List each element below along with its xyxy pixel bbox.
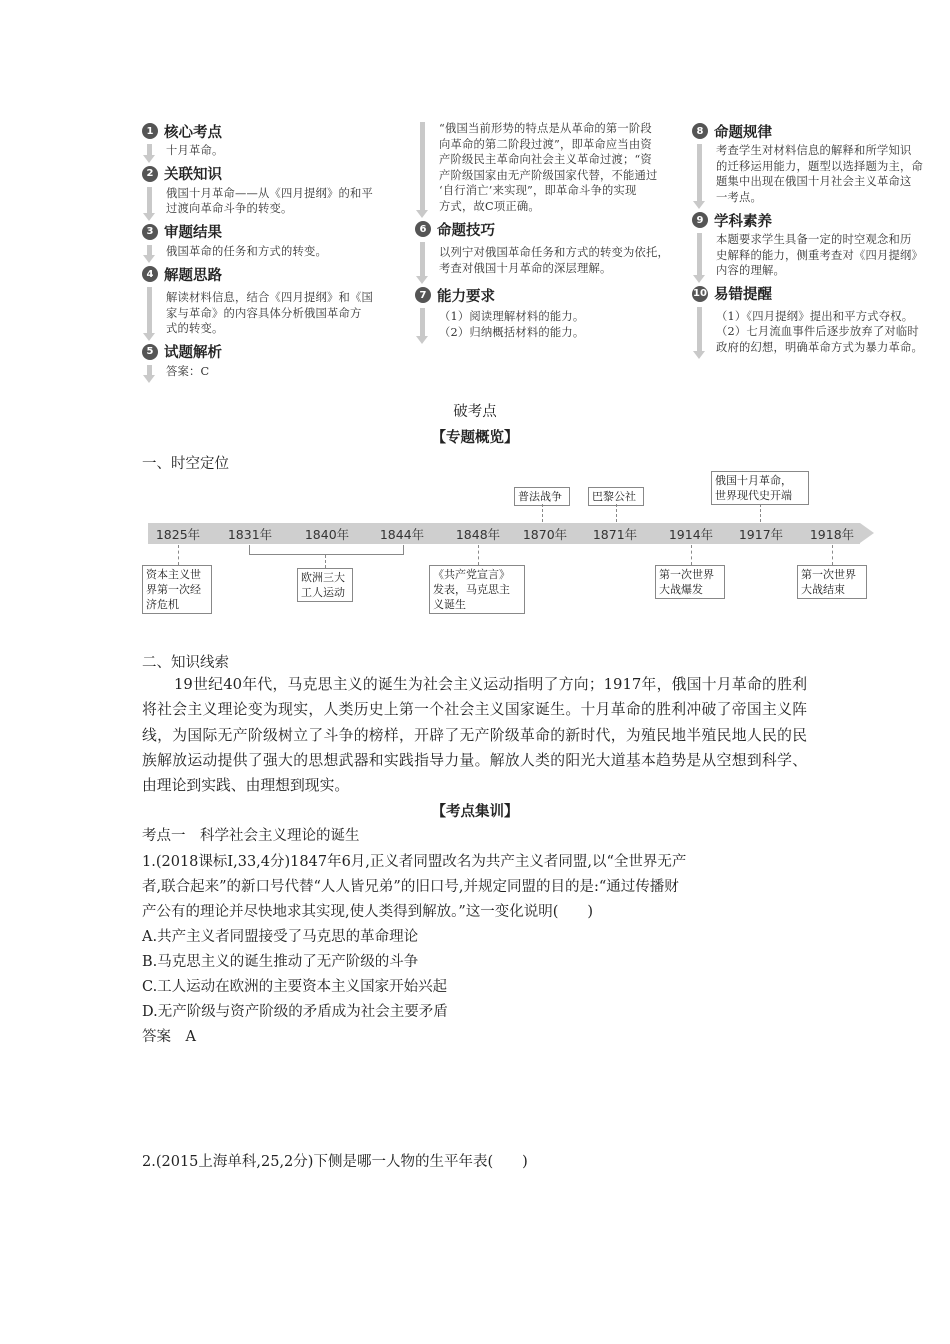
option-c: C.工人运动在欧洲的主要资本主义国家开始兴起 (142, 979, 448, 995)
step-7 (415, 284, 687, 344)
step-title: 学科素养 (714, 213, 772, 230)
step-4 (142, 263, 407, 341)
step-number-badge: 1 (142, 123, 158, 139)
step-number-badge: 4 (142, 266, 158, 282)
timeline-year: 1831年 (227, 527, 273, 542)
event-text: 工人运动 (301, 586, 345, 599)
question-stem-line: 产公有的理论并尽快地求其实现,使人类得到解放。”这一变化说明( ) (142, 904, 594, 920)
step-text-line: 方式，故C项正确。 (439, 199, 540, 213)
step-text-line: 内容的理解。 (716, 264, 785, 277)
step-number-badge: 8 (692, 123, 708, 139)
event-text: 第一次世界 (659, 568, 714, 581)
step-number-badge: 5 (142, 344, 158, 360)
heading-time-space: 一、时空定位 (142, 456, 229, 472)
timeline-year: 1840年 (304, 527, 350, 542)
step-title: 命题技巧 (437, 222, 495, 239)
step-9 (692, 209, 944, 283)
step-text-line: （1）阅读理解材料的能力。 (439, 310, 585, 323)
step-1 (142, 120, 407, 163)
step-text-line: 产阶级国家由无产阶级国家代替，不能通过 (439, 168, 658, 182)
answer: 答案 A (142, 1029, 196, 1045)
step-text-line: 以列宁对俄国革命任务和方式的转变为依托， (439, 246, 669, 259)
step-title: 试题解析 (164, 345, 222, 361)
timeline-arrow-icon (860, 523, 874, 543)
step-title: 解题思路 (164, 267, 222, 284)
step-text-line: 俄国十月革命——从《四月提纲》的和平 (166, 186, 373, 200)
down-arrow-icon (415, 120, 431, 218)
step-number-badge: 7 (415, 287, 431, 303)
event-text: 《共产党宣言》 (433, 568, 510, 581)
event-october-revolution (711, 471, 809, 505)
step-5 (142, 341, 407, 384)
connector-line (832, 545, 833, 565)
down-arrow-icon (142, 285, 158, 341)
connector-line (542, 504, 543, 522)
step-number-badge: 2 (142, 166, 158, 182)
step-text-line: 史解释的能力，侧重考查对《四月提纲》 (716, 248, 923, 262)
question-stem-line: 1.(2018课标Ⅰ,33,4分)1847年6月,正义者同盟改名为共产主义者同盟,以“全世界无产 (142, 854, 687, 870)
step-title: 核心考点 (164, 124, 222, 141)
event-text: 欧洲三大 (301, 571, 345, 584)
step-text-line: 本题要求学生具备一定的时空观念和历 (716, 233, 912, 246)
bracket-1831-1844 (249, 545, 404, 555)
down-arrow-icon (692, 305, 708, 360)
step-number-badge: 6 (415, 221, 431, 237)
step-text-line: （2）归纳概括材料的能力。 (439, 325, 585, 339)
option-d: D.无产阶级与资产阶级的矛盾成为社会主要矛盾 (142, 1004, 448, 1020)
event-text: 发表，马克思主 (433, 583, 510, 596)
step-text-line: 十月革命。 (166, 144, 224, 157)
option-b: B.马克思主义的诞生推动了无产阶级的斗争 (142, 954, 419, 970)
connector-line (691, 545, 692, 565)
step-text-line: ‘自行消亡’来实现”，即革命斗争的实现 (439, 184, 637, 197)
timeline-year: 1917年 (738, 527, 784, 542)
event-text: 济危机 (146, 598, 179, 611)
connector-line (325, 555, 326, 568)
connector-line (760, 504, 761, 522)
step-text-line: 过渡向革命斗争的转变。 (166, 202, 293, 215)
down-arrow-icon (415, 240, 431, 284)
step-title: 能力要求 (437, 288, 495, 305)
step-text-line: 考查学生对材料信息的解释和所学知识 (716, 144, 912, 157)
step-number-badge: 10 (692, 286, 708, 302)
step-title: 命题规律 (714, 124, 772, 141)
event-wwi-end (797, 565, 867, 599)
event-text: 资本主义世 (146, 568, 201, 581)
steps-column-1 (142, 120, 407, 383)
kaodian-heading: 考点一 科学社会主义理论的诞生 (142, 828, 360, 844)
step-text-line: 家与革命》的内容具体分析俄国革命方 (166, 306, 362, 320)
step-text-line: 一考点。 (716, 190, 762, 204)
down-arrow-icon (142, 185, 158, 221)
training-title: 【考点集训】 (431, 803, 519, 820)
event-text: 世界现代史开端 (715, 489, 792, 502)
event-first-economic-crisis (142, 565, 212, 614)
step-number-badge: 9 (692, 212, 708, 228)
down-arrow-icon (415, 306, 431, 344)
event-text: 义诞生 (433, 598, 466, 611)
option-a: A.共产主义者同盟接受了马克思的革命理论 (142, 929, 419, 945)
event-text: 界第一次经 (146, 583, 201, 596)
connector-line (616, 504, 617, 522)
event-workers-movements (297, 568, 353, 602)
timeline-year: 1918年 (809, 527, 855, 542)
step-text-line: “俄国当前形势的特点是从革命的第一阶段 (439, 122, 652, 135)
step-5-continued (415, 120, 687, 218)
section-title: 破考点 (453, 404, 497, 420)
step-text-line: 政府的幻想，明确革命方式为暴力革命。 (716, 340, 923, 354)
event-text: 俄国十月革命， (715, 474, 792, 487)
question-2-stem: 2.(2015上海单科,25,2分)下侧是哪一人物的生平年表( ) (142, 1154, 528, 1170)
step-text-line: 向革命的第二阶段过渡”，即革命应当由资 (439, 137, 652, 151)
connector-line (178, 545, 179, 565)
step-title: 易错提醒 (714, 287, 772, 303)
timeline-year: 1871年 (592, 527, 638, 542)
connector-line (478, 545, 479, 565)
heading-knowledge-thread: 二、知识线索 (142, 655, 229, 671)
event-text: 巴黎公社 (592, 490, 636, 503)
event-text: 普法战争 (518, 490, 562, 503)
event-wwi-outbreak (655, 565, 725, 599)
overview-title: 【专题概览】 (431, 429, 519, 446)
down-arrow-icon (142, 243, 158, 264)
knowledge-paragraph: 19世纪40年代，马克思主义的诞生为社会主义运动指明了方向；1917年，俄国十月革命的胜利将社会主义理论变为现实，人类历史上第一个社会主义国家诞生。十月革命的胜利冲破了帝国主义阵线，为国际无产阶级树立了斗争的榜样，开辟了无产阶级革命的新时代，为殖民地半殖民地人民的民族解放运动提供了强大的思想武器和实践指导力量。解放人类的阳光大道基本趋势是从空想到科学、由理论到实践、由理想到现实。 (142, 676, 807, 795)
step-6 (415, 218, 687, 284)
step-text-line: （1）《四月提纲》提出和平方式夺权。 (716, 309, 914, 323)
down-arrow-icon (692, 231, 708, 283)
step-text-line: 俄国革命的任务和方式的转变。 (166, 244, 327, 258)
step-number-badge: 3 (142, 224, 158, 240)
step-title: 审题结果 (164, 225, 222, 241)
step-text-line: 式的转变。 (166, 322, 224, 335)
step-3 (142, 221, 407, 264)
timeline-year: 1848年 (455, 527, 501, 542)
step-text-line: 的迁移运用能力，题型以选择题为主，命 (716, 159, 923, 173)
steps-column-2 (415, 120, 687, 344)
down-arrow-icon (142, 363, 158, 384)
timeline-year: 1844年 (379, 527, 425, 542)
event-text: 大战结束 (801, 583, 845, 596)
step-text-line: 题集中出现在俄国十月社会主义革命这 (716, 175, 912, 188)
down-arrow-icon (142, 142, 158, 163)
steps-column-3 (692, 120, 944, 359)
event-text: 大战爆发 (659, 583, 703, 596)
step-text-line: 解读材料信息，结合《四月提纲》和《国 (166, 291, 373, 304)
down-arrow-icon (692, 142, 708, 209)
timeline-year: 1870年 (522, 527, 568, 542)
timeline-year: 1914年 (668, 527, 714, 542)
question-stem-line: 者,联合起来”的新口号代替“人人皆兄弟”的旧口号,并规定同盟的目的是:“通过传播财 (142, 879, 679, 895)
event-text: 第一次世界 (801, 568, 856, 581)
step-text-line: 答案：C (166, 364, 210, 378)
step-text-line: 考查对俄国十月革命的深层理解。 (439, 261, 612, 275)
step-10 (692, 283, 944, 360)
step-2 (142, 163, 407, 221)
timeline-year: 1825年 (155, 527, 201, 542)
step-8 (692, 120, 944, 209)
step-text-line: 产阶级民主革命向社会主义革命过渡；“资 (439, 153, 652, 166)
step-text-line: （2）七月流血事件后逐步放弃了对临时 (716, 325, 919, 338)
step-title: 关联知识 (164, 167, 222, 183)
event-communist-manifesto (429, 565, 525, 614)
